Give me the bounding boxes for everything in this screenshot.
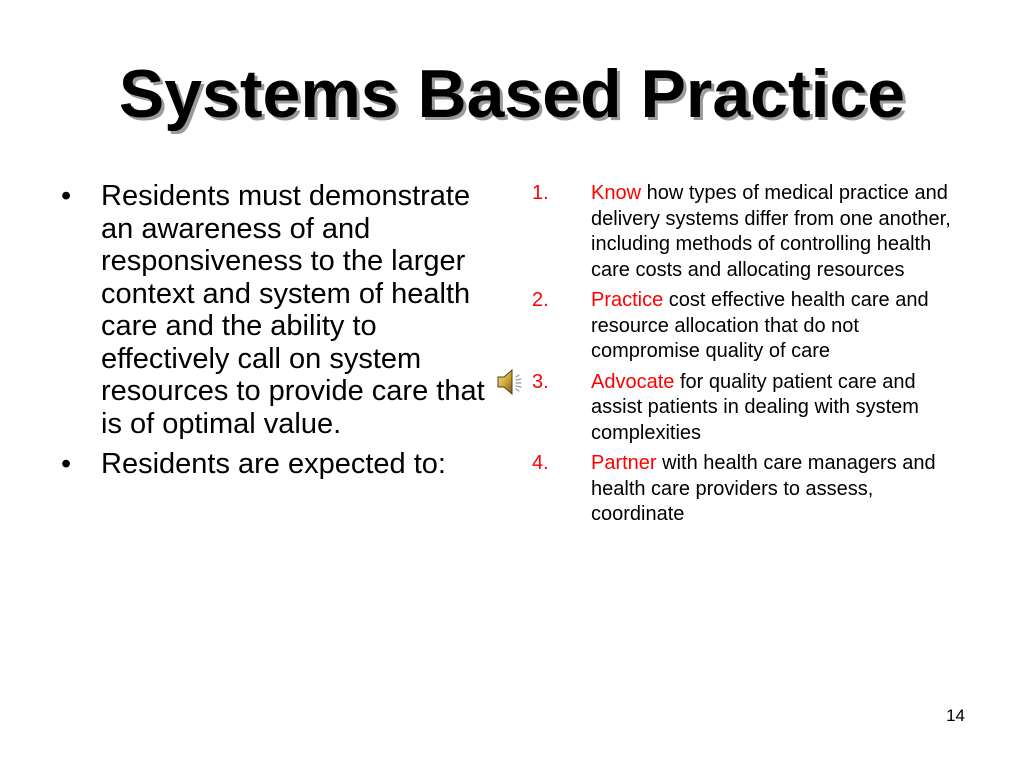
numbered-item [532, 451, 972, 528]
item-keyword: Practice [591, 289, 664, 311]
speaker-icon[interactable] [495, 366, 529, 398]
item-number: 3. [532, 370, 549, 393]
bullet-text: Residents are expected to: [101, 448, 446, 480]
numbered-item [532, 370, 972, 447]
item-text: cost effective health care and resource allocation that do not compromise quality of care [591, 289, 929, 362]
bullet-item [58, 180, 498, 440]
bullet-text: Residents must demonstrate an awareness of and responsiveness to the larger context and system of health care and the ability to effectively call on system resources to provide care that is of optimal value. [101, 180, 485, 440]
numbered-item [532, 181, 972, 283]
item-keyword: Partner [591, 452, 657, 474]
item-text: with health care managers and health care providers to assess, coordinate [591, 452, 936, 525]
item-keyword: Advocate [591, 370, 675, 393]
item-text: for quality patient care and assist patients in dealing with system complexities [591, 370, 919, 444]
item-number: 1. [532, 182, 549, 204]
bullet-item [58, 448, 498, 481]
bullet-icon: • [61, 180, 72, 212]
item-number: 4. [532, 452, 549, 474]
left-bullet-list [58, 180, 498, 489]
speaker-icon-graphic [495, 366, 529, 398]
page-number: 14 [946, 706, 965, 725]
bullet-icon: • [61, 448, 72, 480]
item-text: how types of medical practice and delivery systems differ from one another, including methods of controlling health care costs and allocating resources [591, 182, 951, 281]
item-keyword: Know [591, 182, 642, 204]
slide-title: Systems Based Practice [118, 56, 906, 132]
item-number: 2. [532, 289, 549, 311]
right-numbered-list [532, 181, 972, 533]
numbered-item [532, 288, 972, 365]
